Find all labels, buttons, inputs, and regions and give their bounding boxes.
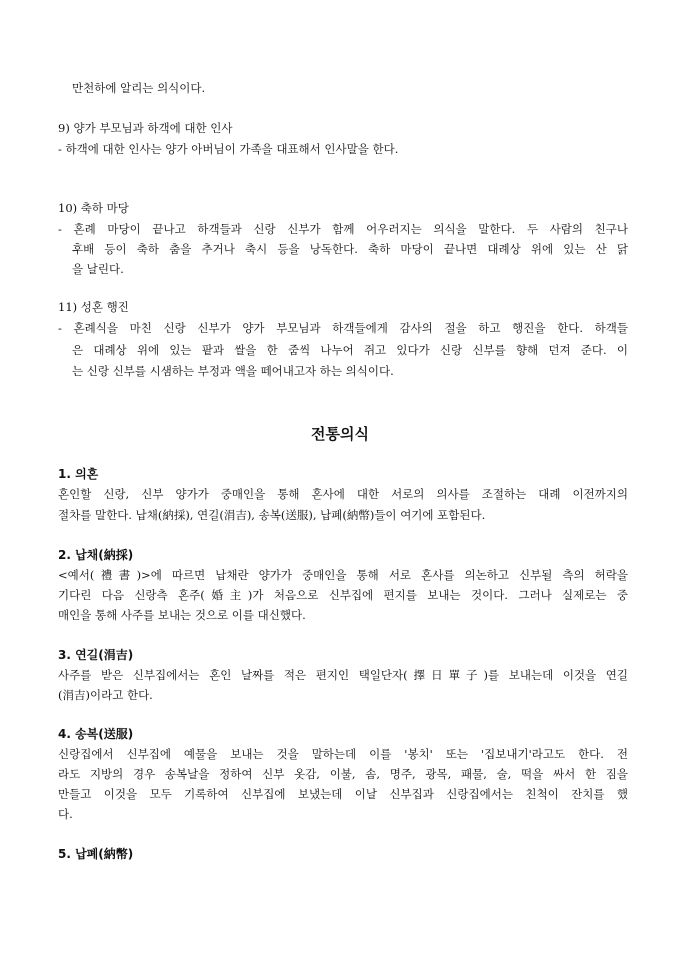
section-4-line-4: 다. bbox=[58, 807, 73, 821]
item-10-line-1: - 혼례 마당이 끝나고 하객들과 신랑 신부가 함께 어우러지는 의식을 말한다. 두 사람의 친구나 bbox=[58, 222, 628, 236]
item-11-line-1: - 혼례식을 마친 신랑 신부가 양가 부모님과 하객들에게 감사의 절을 하고 행진을 한다. 하객들 bbox=[58, 321, 628, 335]
section-4-heading: 4. 송복(送服) bbox=[58, 727, 134, 741]
continuation-line: 만천하에 알리는 의식이다. bbox=[72, 81, 206, 95]
section-4-line-3: 만들고 이것을 모두 기록하여 신부집에 보냈는데 이날 신부집과 신랑집에서는 친척이 잔치를 했 bbox=[58, 787, 628, 801]
section-4-line-1: 신랑집에서 신부집에 예물을 보내는 것을 말하는데 이를 '봉치' 또는 '집보내기'라고도 한다. 전 bbox=[58, 747, 628, 761]
item-11-line-3: 는 신랑 신부를 시샘하는 부정과 액을 떼어내고자 하는 의식이다. bbox=[72, 364, 394, 378]
section-3-line-2: (涓吉)이라고 한다. bbox=[58, 688, 153, 702]
section-1-line-1: 혼인할 신랑, 신부 양가가 중매인을 통해 혼사에 대한 서로의 의사를 조절하는 대례 이전까지의 bbox=[58, 487, 628, 501]
item-11-line-2: 은 대례상 위에 있는 팥과 쌀을 한 줌씩 나누어 쥐고 있다가 신랑 신부를 향해 던져 준다. 이 bbox=[72, 343, 628, 357]
section-1-heading: 1. 의혼 bbox=[58, 467, 99, 481]
section-3-heading: 3. 연길(涓吉) bbox=[58, 648, 134, 662]
item-10-title: 10) 축하 마당 bbox=[58, 201, 129, 215]
section-4-line-2: 라도 지방의 경우 송복날을 정하여 신부 옷감, 이불, 솜, 명주, 광목, 패물, 술, 떡을 싸서 한 짐을 bbox=[58, 767, 628, 781]
section-3-line-1: 사주를 받은 신부집에서는 혼인 날짜를 적은 편지인 택일단자(擇日單子)를 보내는데 이것을 연길 bbox=[58, 668, 628, 682]
section-1-line-2: 절차를 말한다. 납채(納採), 연길(涓吉), 송복(送服), 납폐(納幣)들이 여기에 포함된다. bbox=[58, 508, 486, 522]
item-9-title: 9) 양가 부모님과 하객에 대한 인사 bbox=[58, 121, 233, 135]
section-2-heading: 2. 납채(納採) bbox=[58, 548, 134, 562]
section-2-line-3: 매인을 통해 사주를 보내는 것으로 이를 대신했다. bbox=[58, 608, 306, 622]
section-2-line-2: 기다린 다음 신랑측 혼주(婚主)가 처음으로 신부집에 편지를 보내는 것이다. 그러나 실제로는 중 bbox=[58, 588, 628, 602]
section-5-heading: 5. 납폐(納幣) bbox=[58, 847, 134, 861]
item-9-line-1: - 하객에 대한 인사는 양가 아버님이 가족을 대표해서 인사말을 한다. bbox=[58, 142, 399, 156]
section-title: 전통의식 bbox=[311, 425, 369, 443]
item-10-line-2: 후배 등이 축하 춤을 추거나 축시 등을 낭독한다. 축하 마당이 끝나면 대례상 위에 있는 산 닭 bbox=[72, 242, 628, 256]
item-10-line-3: 을 날린다. bbox=[72, 262, 124, 276]
item-11-title: 11) 성혼 행진 bbox=[58, 300, 129, 314]
section-2-line-1: <예서(禮書)>에 따르면 납채란 양가가 중매인을 통해 서로 혼사를 의논하고 신부될 측의 허락을 bbox=[58, 568, 628, 582]
